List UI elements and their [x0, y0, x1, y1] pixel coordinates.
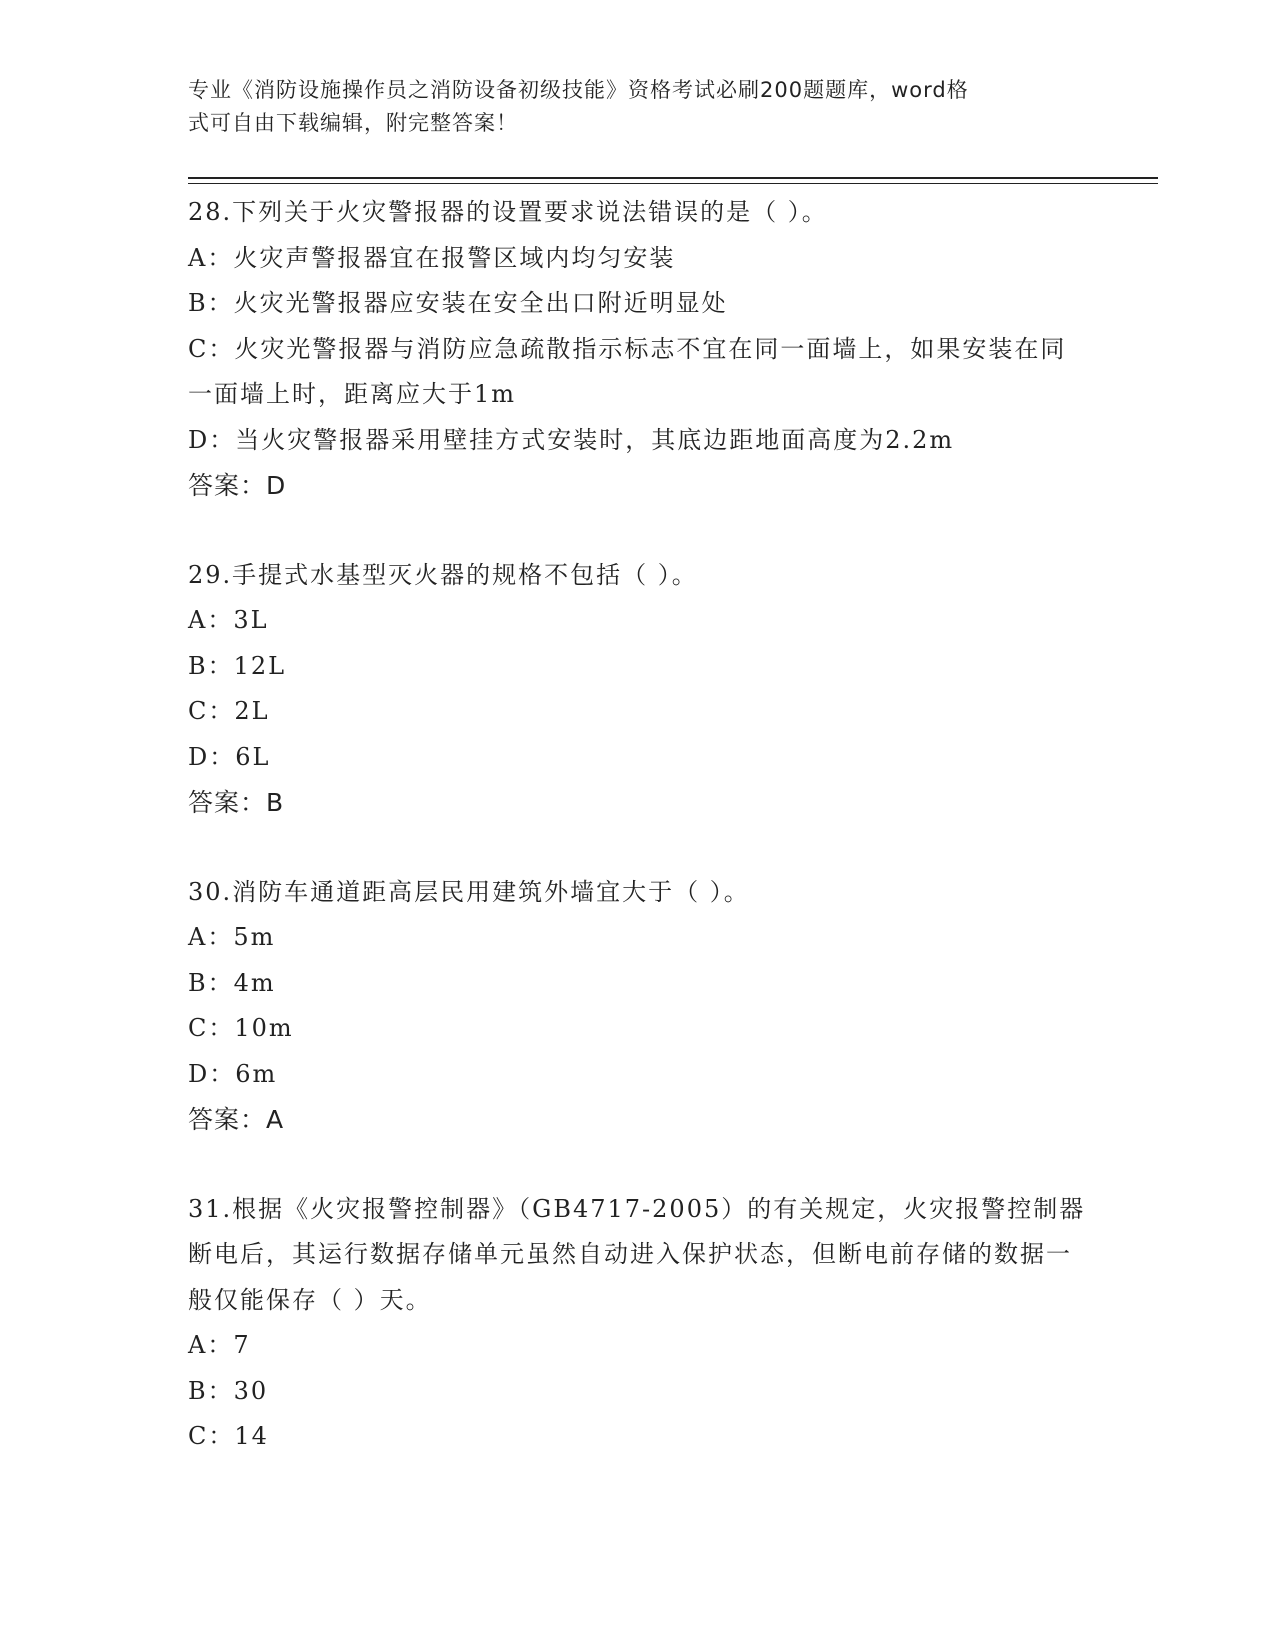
option-a: A：火灾声警报器宜在报警区域内均匀安装 [188, 243, 676, 272]
option-c: C：14 [188, 1422, 269, 1450]
option-c: C：10m [188, 1014, 294, 1042]
header-divider [188, 177, 1158, 179]
question-stem: 28.下列关于火灾警报器的设置要求说法错误的是（ ）。 [188, 198, 828, 226]
question-29 [188, 553, 1088, 826]
answer: 答案：A [188, 1105, 285, 1134]
answer: 答案：D [188, 471, 287, 500]
option-c: C：火灾光警报器与消防应急疏散指示标志不宜在同一面墙上，如果安装在同一面墙上时，距离应大于1m [188, 334, 1067, 408]
question-stem: 30.消防车通道距高层民用建筑外墙宜大于（ ）。 [188, 877, 750, 906]
question-list [188, 190, 1088, 1504]
header-line: 式可自由下载编辑，附完整答案！ [188, 111, 518, 135]
question-30 [188, 870, 1088, 1143]
option-a: A：5m [188, 923, 276, 951]
question-stem: 29.手提式水基型灭火器的规格不包括（ ）。 [188, 560, 698, 589]
option-d: D：6L [188, 742, 271, 771]
option-c: C：2L [188, 697, 270, 725]
option-b: B：30 [188, 1376, 269, 1405]
question-stem: 31.根据《火灾报警控制器》（GB4717-2005）的有关规定，火灾报警控制器断电后，其运行数据存储单元虽然自动进入保护状态，但断电前存储的数据一般仅能保存（ ）天。 [188, 1194, 1086, 1314]
option-b: B：火灾光警报器应安装在安全出口附近明显处 [188, 289, 728, 317]
option-b: B：12L [188, 651, 287, 680]
header-line: 专业《消防设施操作员之消防设备初级技能》资格考试必刷200题题库，word格 [188, 78, 969, 102]
question-31 [188, 1187, 1088, 1460]
header-divider [188, 183, 1158, 184]
option-b: B：4m [188, 968, 276, 997]
document-header [188, 74, 1068, 140]
option-a: A：7 [188, 1331, 251, 1359]
question-28 [188, 190, 1088, 509]
option-d: D：6m [188, 1059, 278, 1088]
option-d: D：当火灾警报器采用壁挂方式安装时，其底边距地面高度为2.2m [188, 425, 955, 454]
option-a: A：3L [188, 606, 269, 634]
answer: 答案：B [188, 788, 285, 817]
